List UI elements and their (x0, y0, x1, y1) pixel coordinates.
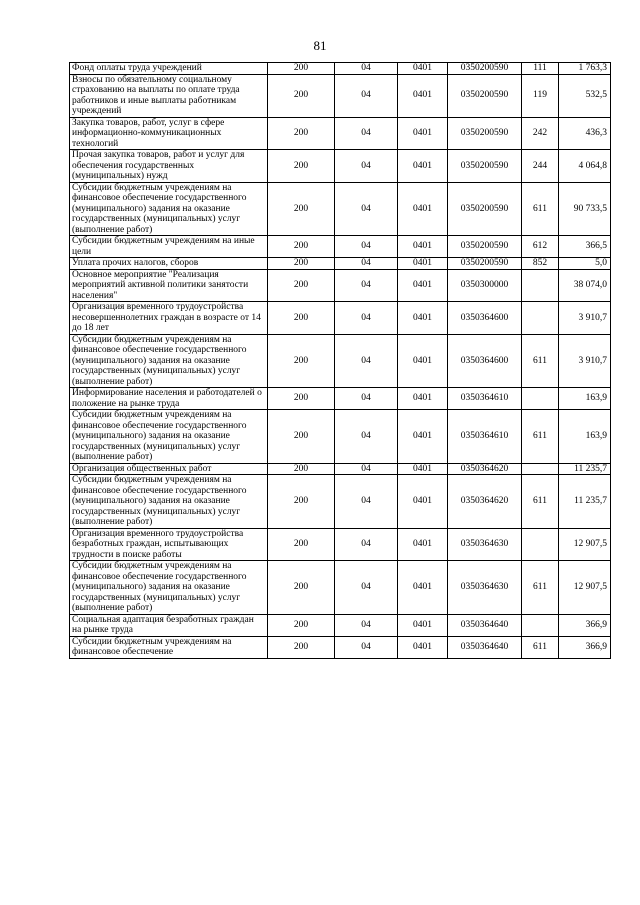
item-name-cell: Информирование населения и работодателей о положение на рынке труда (70, 388, 268, 410)
expense-type-cell: 244 (522, 150, 559, 183)
item-name-cell: Субсидии бюджетным учреждениям на иные цели (70, 236, 268, 258)
ministry-code-cell: 200 (268, 463, 335, 475)
table-row (70, 388, 611, 410)
table-row (70, 410, 611, 464)
target-article-cell: 0350364630 (448, 561, 522, 615)
section-code-cell: 04 (335, 258, 398, 270)
budget-table-body (70, 63, 611, 659)
item-name-cell: Организация временного трудоустройства безработных граждан, испытывающих трудности в поиске работы (70, 528, 268, 561)
subsection-code-cell: 0401 (398, 561, 448, 615)
expense-type-cell (522, 269, 559, 302)
target-article-cell: 0350200590 (448, 63, 522, 75)
ministry-code-cell: 200 (268, 182, 335, 236)
subsection-code-cell: 0401 (398, 269, 448, 302)
target-article-cell: 0350200590 (448, 182, 522, 236)
item-name-cell: Уплата прочих налогов, сборов (70, 258, 268, 270)
expense-type-cell (522, 463, 559, 475)
subsection-code-cell: 0401 (398, 74, 448, 117)
expense-type-cell (522, 302, 559, 335)
ministry-code-cell: 200 (268, 258, 335, 270)
item-name-cell: Социальная адаптация безработных граждан на рынке труда (70, 614, 268, 636)
target-article-cell: 0350200590 (448, 258, 522, 270)
item-name-cell: Основное мероприятие "Реализация мероприятий активной политики занятости населения" (70, 269, 268, 302)
subsection-code-cell: 0401 (398, 636, 448, 658)
section-code-cell: 04 (335, 302, 398, 335)
section-code-cell: 04 (335, 269, 398, 302)
expense-type-cell: 611 (522, 475, 559, 529)
target-article-cell: 0350364610 (448, 410, 522, 464)
table-row (70, 182, 611, 236)
ministry-code-cell: 200 (268, 614, 335, 636)
amount-cell: 11 235,7 (559, 475, 611, 529)
subsection-code-cell: 0401 (398, 302, 448, 335)
amount-cell: 163,9 (559, 388, 611, 410)
subsection-code-cell: 0401 (398, 236, 448, 258)
expense-type-cell: 611 (522, 636, 559, 658)
section-code-cell: 04 (335, 614, 398, 636)
target-article-cell: 0350364640 (448, 614, 522, 636)
amount-cell: 163,9 (559, 410, 611, 464)
table-row (70, 528, 611, 561)
target-article-cell: 0350200590 (448, 236, 522, 258)
subsection-code-cell: 0401 (398, 150, 448, 183)
table-row (70, 561, 611, 615)
amount-cell: 5,0 (559, 258, 611, 270)
ministry-code-cell: 200 (268, 475, 335, 529)
item-name-cell: Организация общественных работ (70, 463, 268, 475)
target-article-cell: 0350300000 (448, 269, 522, 302)
target-article-cell: 0350200590 (448, 150, 522, 183)
ministry-code-cell: 200 (268, 74, 335, 117)
item-name-cell: Фонд оплаты труда учреждений (70, 63, 268, 75)
item-name-cell: Субсидии бюджетным учреждениям на финансовое обеспечение государственного (муниципального) задания на оказание государственных (муниципальных) услуг (выполнение работ) (70, 475, 268, 529)
expense-type-cell: 119 (522, 74, 559, 117)
section-code-cell: 04 (335, 150, 398, 183)
subsection-code-cell: 0401 (398, 388, 448, 410)
table-row (70, 63, 611, 75)
expense-type-cell: 611 (522, 410, 559, 464)
subsection-code-cell: 0401 (398, 528, 448, 561)
page-number: 81 (313, 38, 327, 53)
item-name-cell: Субсидии бюджетным учреждениям на финансовое обеспечение (70, 636, 268, 658)
amount-cell: 90 733,5 (559, 182, 611, 236)
section-code-cell: 04 (335, 334, 398, 388)
section-code-cell: 04 (335, 74, 398, 117)
amount-cell: 11 235,7 (559, 463, 611, 475)
amount-cell: 12 907,5 (559, 528, 611, 561)
ministry-code-cell: 200 (268, 561, 335, 615)
ministry-code-cell: 200 (268, 63, 335, 75)
section-code-cell: 04 (335, 388, 398, 410)
section-code-cell: 04 (335, 463, 398, 475)
item-name-cell: Субсидии бюджетным учреждениям на финансовое обеспечение государственного (муниципального) задания на оказание государственных (муниципальных) услуг (выполнение работ) (70, 182, 268, 236)
expense-type-cell: 852 (522, 258, 559, 270)
section-code-cell: 04 (335, 63, 398, 75)
expense-type-cell: 611 (522, 334, 559, 388)
amount-cell: 3 910,7 (559, 334, 611, 388)
target-article-cell: 0350200590 (448, 117, 522, 150)
target-article-cell: 0350364630 (448, 528, 522, 561)
subsection-code-cell: 0401 (398, 63, 448, 75)
table-row (70, 74, 611, 117)
item-name-cell: Субсидии бюджетным учреждениям на финансовое обеспечение государственного (муниципального) задания на оказание государственных (муниципальных) услуг (выполнение работ) (70, 561, 268, 615)
ministry-code-cell: 200 (268, 636, 335, 658)
budget-table (69, 62, 611, 659)
subsection-code-cell: 0401 (398, 614, 448, 636)
subsection-code-cell: 0401 (398, 475, 448, 529)
expense-type-cell: 611 (522, 182, 559, 236)
subsection-code-cell: 0401 (398, 258, 448, 270)
expense-type-cell (522, 614, 559, 636)
ministry-code-cell: 200 (268, 302, 335, 335)
ministry-code-cell: 200 (268, 117, 335, 150)
ministry-code-cell: 200 (268, 236, 335, 258)
section-code-cell: 04 (335, 410, 398, 464)
target-article-cell: 0350364620 (448, 475, 522, 529)
target-article-cell: 0350364600 (448, 334, 522, 388)
amount-cell: 532,5 (559, 74, 611, 117)
table-row (70, 150, 611, 183)
target-article-cell: 0350364610 (448, 388, 522, 410)
target-article-cell: 0350364600 (448, 302, 522, 335)
amount-cell: 366,9 (559, 636, 611, 658)
table-row (70, 636, 611, 658)
table-row (70, 117, 611, 150)
ministry-code-cell: 200 (268, 410, 335, 464)
subsection-code-cell: 0401 (398, 334, 448, 388)
item-name-cell: Субсидии бюджетным учреждениям на финансовое обеспечение государственного (муниципального) задания на оказание государственных (муниципальных) услуг (выполнение работ) (70, 334, 268, 388)
expense-type-cell (522, 528, 559, 561)
amount-cell: 436,3 (559, 117, 611, 150)
table-row (70, 334, 611, 388)
subsection-code-cell: 0401 (398, 463, 448, 475)
table-row (70, 302, 611, 335)
section-code-cell: 04 (335, 475, 398, 529)
section-code-cell: 04 (335, 561, 398, 615)
ministry-code-cell: 200 (268, 334, 335, 388)
target-article-cell: 0350364620 (448, 463, 522, 475)
ministry-code-cell: 200 (268, 528, 335, 561)
item-name-cell: Организация временного трудоустройства несовершеннолетних граждан в возрасте от 14 до 18 лет (70, 302, 268, 335)
subsection-code-cell: 0401 (398, 410, 448, 464)
item-name-cell: Закупка товаров, работ, услуг в сфере информационно-коммуникационных технологий (70, 117, 268, 150)
amount-cell: 12 907,5 (559, 561, 611, 615)
item-name-cell: Прочая закупка товаров, работ и услуг для обеспечения государственных (муниципальных) нужд (70, 150, 268, 183)
target-article-cell: 0350200590 (448, 74, 522, 117)
expense-type-cell: 612 (522, 236, 559, 258)
amount-cell: 4 064,8 (559, 150, 611, 183)
ministry-code-cell: 200 (268, 388, 335, 410)
amount-cell: 1 763,3 (559, 63, 611, 75)
subsection-code-cell: 0401 (398, 182, 448, 236)
table-row (70, 475, 611, 529)
section-code-cell: 04 (335, 236, 398, 258)
section-code-cell: 04 (335, 528, 398, 561)
expense-type-cell: 611 (522, 561, 559, 615)
table-row (70, 258, 611, 270)
ministry-code-cell: 200 (268, 150, 335, 183)
table-row (70, 614, 611, 636)
amount-cell: 366,5 (559, 236, 611, 258)
item-name-cell: Субсидии бюджетным учреждениям на финансовое обеспечение государственного (муниципального) задания на оказание государственных (муниципальных) услуг (выполнение работ) (70, 410, 268, 464)
expense-type-cell (522, 388, 559, 410)
section-code-cell: 04 (335, 636, 398, 658)
amount-cell: 3 910,7 (559, 302, 611, 335)
section-code-cell: 04 (335, 117, 398, 150)
item-name-cell: Взносы по обязательному социальному страхованию на выплаты по оплате труда работников и иные выплаты работникам учреждений (70, 74, 268, 117)
section-code-cell: 04 (335, 182, 398, 236)
table-row (70, 269, 611, 302)
target-article-cell: 0350364640 (448, 636, 522, 658)
amount-cell: 366,9 (559, 614, 611, 636)
subsection-code-cell: 0401 (398, 117, 448, 150)
table-row (70, 236, 611, 258)
ministry-code-cell: 200 (268, 269, 335, 302)
expense-type-cell: 242 (522, 117, 559, 150)
expense-type-cell: 111 (522, 63, 559, 75)
table-row (70, 463, 611, 475)
amount-cell: 38 074,0 (559, 269, 611, 302)
